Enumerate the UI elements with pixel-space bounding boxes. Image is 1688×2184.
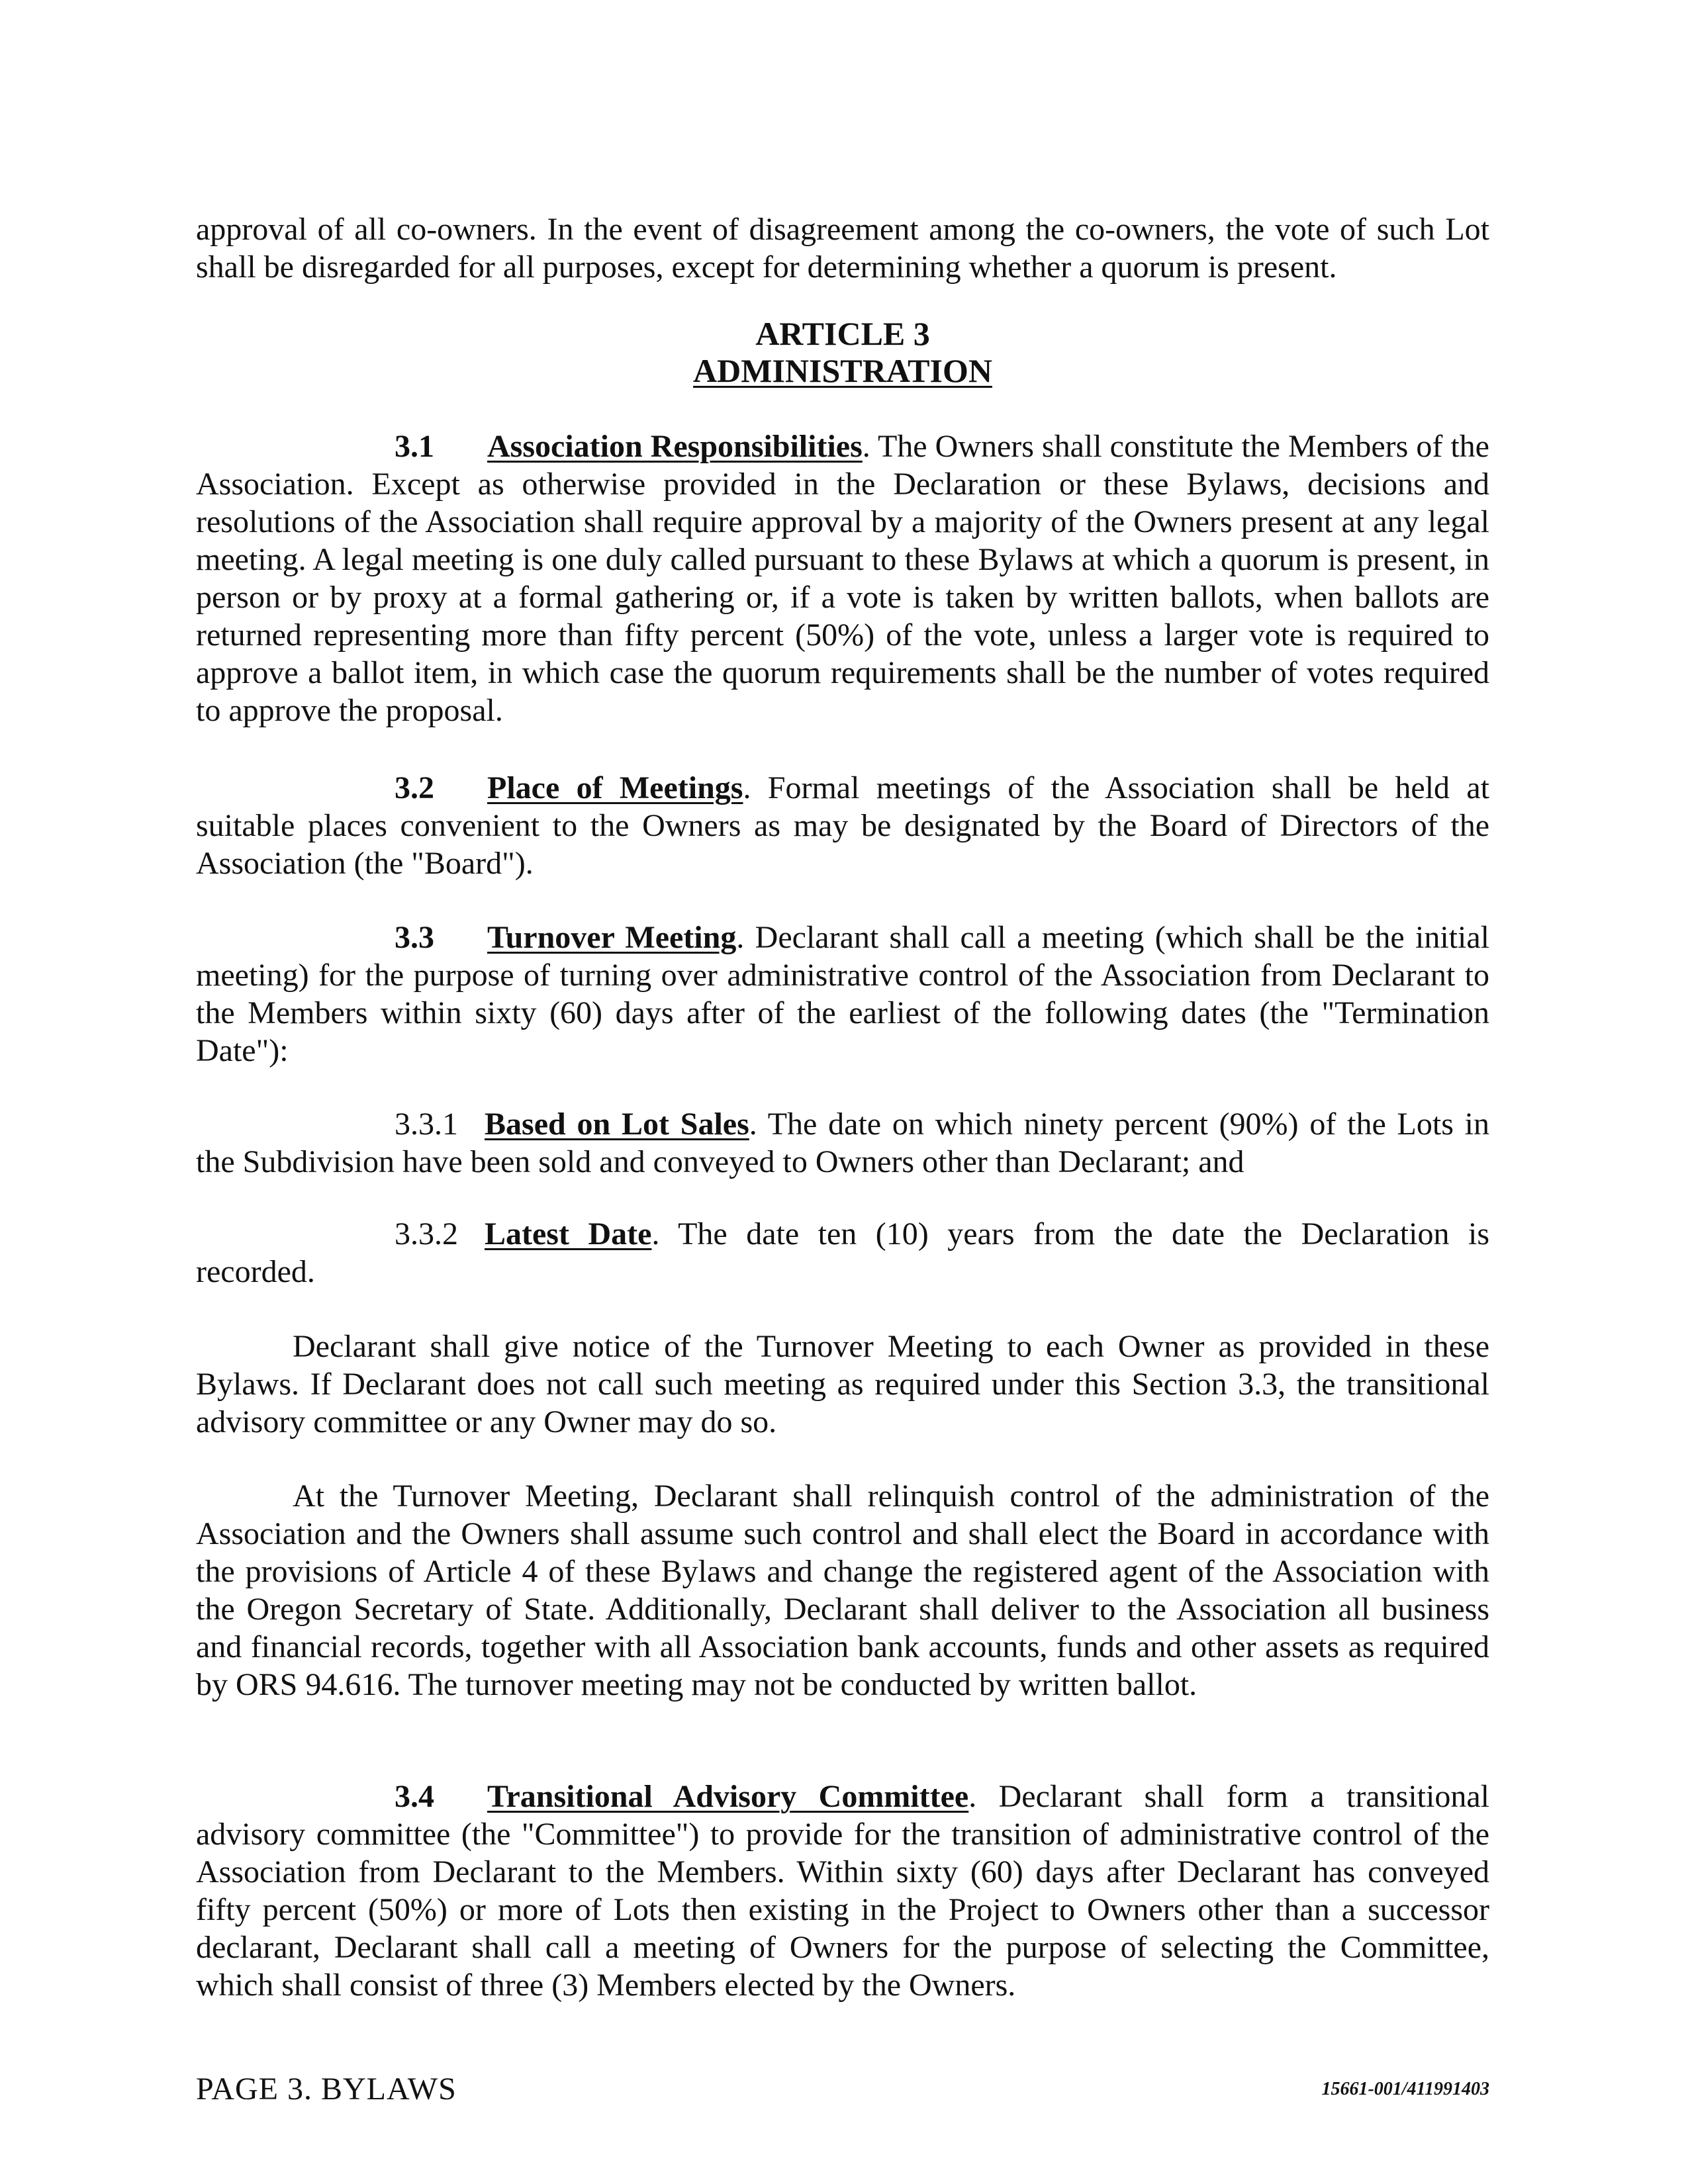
article-number: ARTICLE 3 [755,315,930,352]
section-3-1 [196,428,1489,729]
section-continuation: recorded. [196,1254,315,1289]
notice-text: Declarant shall give notice of the Turnover Meeting to each Owner as provided in these Bylaws. If Declarant does not call such meeting as required under this Section 3.3, the transitional advisory committee or any Owner may do so. [196,1329,1489,1439]
section-title: Place of Meetings [487,770,743,805]
section-3-3-2 [196,1215,1489,1253]
notice-paragraph [196,1328,1489,1441]
section-body: . Formal meetings of the Association shall be held at suitable places convenient to the Owners as may be designated by the Board of Directors of the Association (the "Board"). [196,770,1490,881]
page-footer-label: PAGE 3. BYLAWS [196,2071,457,2107]
article-title-heading [196,351,1489,390]
section-3-4 [196,1778,1489,2004]
section-number: 3.4 [395,1779,434,1814]
turnover-text: At the Turnover Meeting, Declarant shall relinquish control of the administration of the Association and the Owners shall assume such control and shall elect the Board in accordance with the provisions of Article 4 of these Bylaws and change the registered agent of the Association with the Oregon Secretary of State. Additionally, Declarant shall deliver to the Association all business and financial records, together with all Association bank accounts, funds and other assets as required by ORS 94.616. The turnover meeting may not be conducted by written ballot. [196,1479,1489,1702]
section-body: . Declarant shall call a meeting (which shall be the initial meeting) for the purpose of turning over administrative control of the Association from Declarant to the Members within sixty (60) days after of the earliest of the following dates (the "Termination Date"): [196,920,1489,1068]
section-number: 3.3 [395,920,434,955]
section-body: . Declarant shall form a transitional advisory committee (the "Committee") to provide for the transition of administrative control of the Association from Declarant to the Members. Within sixty (60) days after Declarant has conveyed fifty percent (50%) or more of Lots then existing in the Project to Owners other than a successor declarant, Declarant shall call a meeting of Owners for the purpose of selecting the Committee, which shall consist of three (3) Members elected by the Owners. [196,1779,1489,2003]
turnover-paragraph [196,1477,1489,1704]
section-number: 3.2 [395,770,434,805]
document-code: 15661-001/411991403 [1321,2079,1489,2099]
article-title: ADMINISTRATION [693,352,992,389]
section-number: 3.1 [395,429,434,464]
section-title: Association Responsibilities [487,429,863,464]
article-number-heading [196,314,1489,353]
section-3-3 [196,919,1489,1069]
opening-text: approval of all co-owners. In the event of disagreement among the co-owners, the vote of such Lot shall be disregarded for all purposes, except for determining whether a quorum is present. [196,212,1489,285]
section-number: 3.3.1 [395,1107,458,1142]
section-title: Latest Date [485,1216,652,1251]
section-number: 3.3.2 [395,1216,458,1251]
section-body: . The date on which ninety percent (90%) of the Lots in the Subdivision have been sold and conveyed to Owners other than Declarant; and [196,1107,1490,1179]
section-body: . The Owners shall constitute the Members of the Association. Except as otherwise provided in the Declaration or these Bylaws, decisions and resolutions of the Association shall require approval by a majority of the Owners present at any legal meeting. A legal meeting is one duly called pursuant to these Bylaws at which a quorum is present, in person or by proxy at a formal gathering or, if a vote is taken by written ballots, when ballots are returned representing more than fifty percent (50%) of the vote, unless a larger vote is required to approve a ballot item, in which case the quorum requirements shall be the number of votes required to approve the proposal. [196,429,1489,728]
section-title: Based on Lot Sales [485,1107,749,1142]
section-3-3-1 [196,1105,1489,1181]
section-3-3-2-continuation [196,1253,1489,1291]
opening-paragraph [196,210,1489,286]
section-body: . The date ten (10) years from the date the Declaration is [651,1216,1490,1251]
section-title: Turnover Meeting [487,920,737,955]
section-title: Transitional Advisory Committee [487,1779,969,1814]
section-3-2 [196,769,1489,882]
